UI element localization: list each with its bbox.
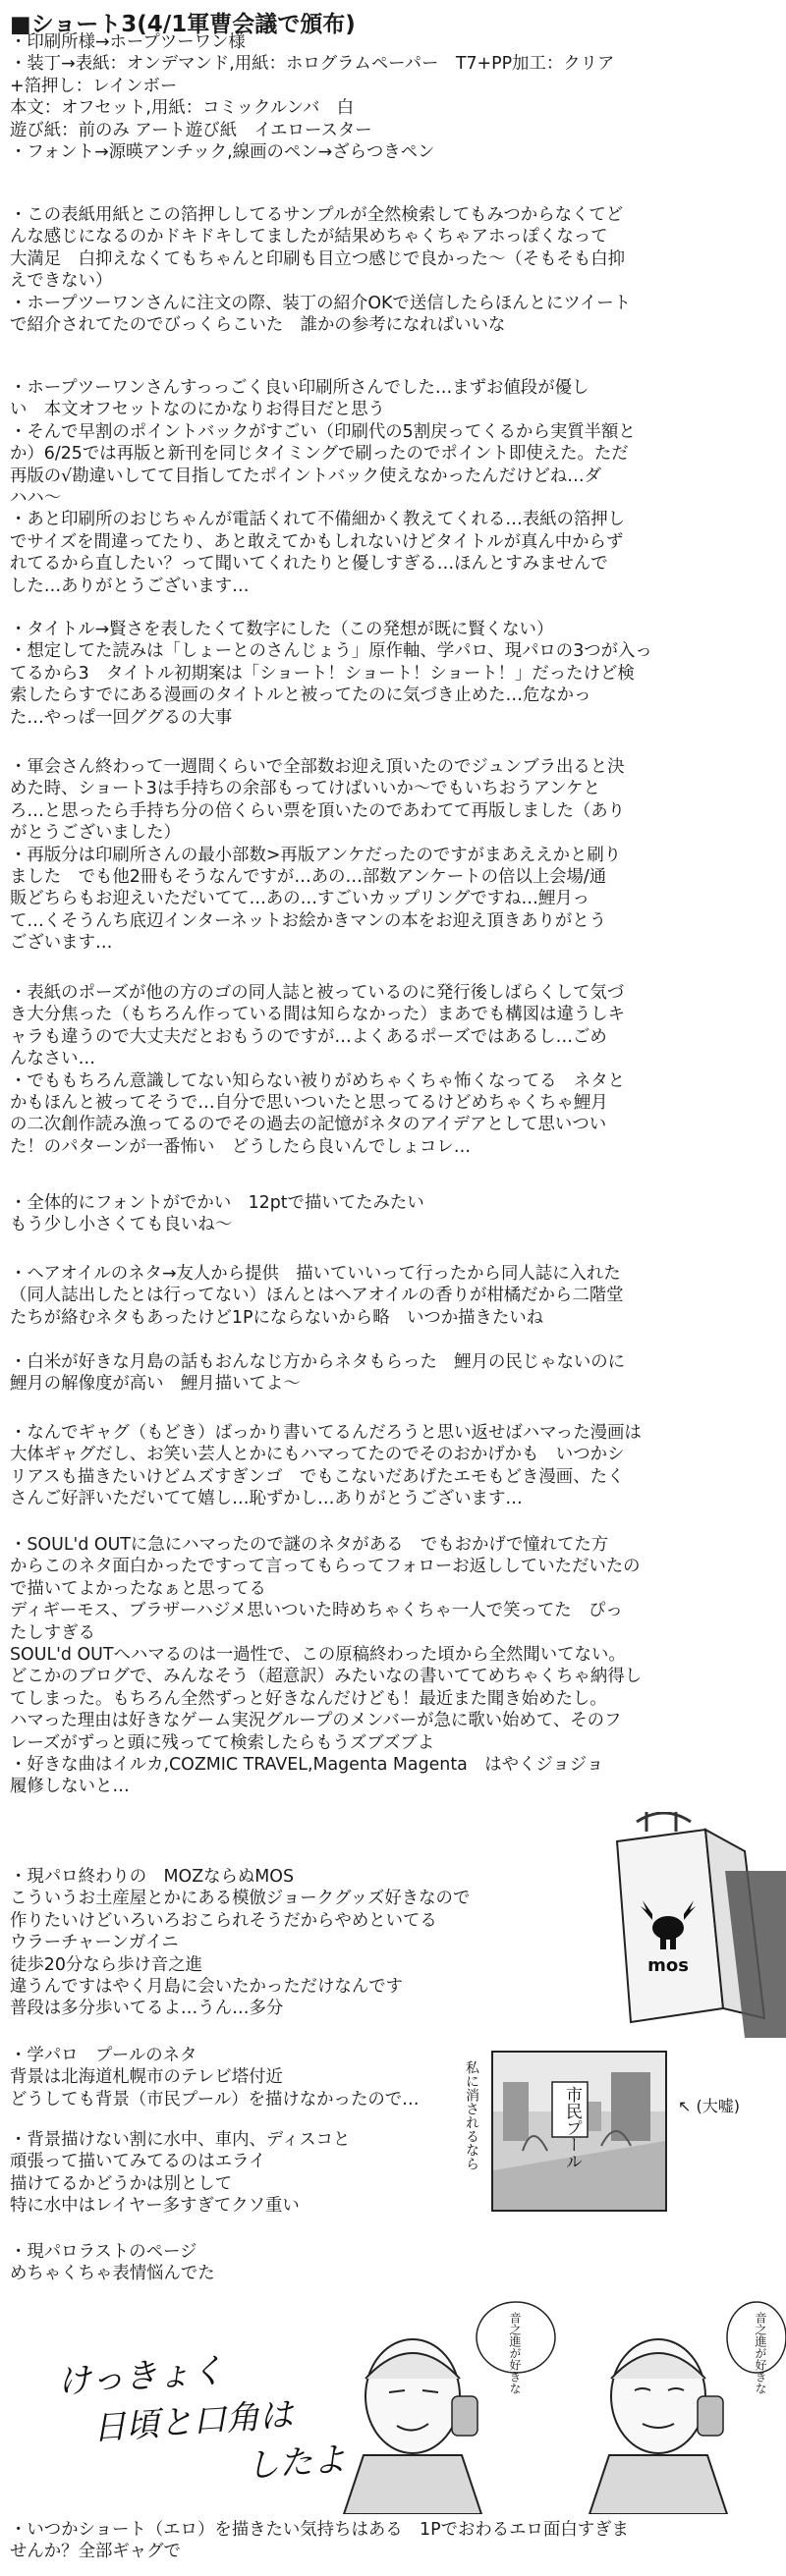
note-line: 背景は北海道札幌市のテレビ塔付近 <box>10 2067 283 2088</box>
note-line: 索したらすでにある漫画のタイトルと被ってたのに気づき止めた…危なかっ <box>10 685 591 706</box>
note-section <box>10 1263 624 1329</box>
note-line: か）6/25では再版と新刊を同じタイミングで刷ったのでポイント即使えた。ただ <box>10 444 629 465</box>
note-line: たちが絡むネタもあったけど1Pにならないから略 いつか描きたいね <box>10 1307 544 1328</box>
note-line: ・現パロラストのページ <box>10 2242 197 2262</box>
note-line: 違うんですはやく月島に会いたかっただけなんです <box>10 1977 403 1998</box>
note-line: で紹介されてたのでびっくらこいた 誰かの参考になればいいな <box>10 315 506 336</box>
note-line: 普段は多分歩いてるよ…うん…多分 <box>10 1999 284 2019</box>
note-line: 遊び紙：前のみ アート遊び紙 イエロースター <box>10 120 372 140</box>
pool-speech-text: 私に消されるなら <box>464 2060 479 2170</box>
mos-bag-illustration <box>607 1812 786 2038</box>
note-line: ・ホープツーワンさんに注文の際、装丁の紹介OKで送信したらほんとにツイート <box>10 293 632 313</box>
note-line: SOUL'd OUTへハマるのは一過性で、この原稿終わった頃から全然聞いてない。 <box>10 1645 626 1666</box>
pool-sign-text: 市民プール <box>562 2086 582 2169</box>
note-section <box>10 1866 470 2020</box>
note-line: ・ヘアオイルのネタ→友人から提供 描いていいって行ったから同人誌に入れた <box>10 1264 621 1284</box>
note-line: ・SOUL'd OUTに急にハマったので謎のネタがある でもおかげで憧れてた方 <box>10 1535 609 1555</box>
note-line: ・なんでギャグ（もどき）ばっかり書いてるんだろうと思い返せばハマった漫画は <box>10 1423 642 1443</box>
note-line: て…くそうんち底辺インターネットお絵かきマンの本をお迎え頂きありがとう <box>10 910 607 931</box>
note-section <box>10 2129 350 2218</box>
note-line: ・白米が好きな月島の話もおんなじ方からネタもらった 鯉月の民じゃないのに <box>10 1352 626 1372</box>
note-line: ございます… <box>10 933 113 954</box>
note-line: き大分焦った（もちろん作っている間は知らなかった）まあでも構図は違うしキ <box>10 1005 626 1025</box>
note-line: たしすぎる <box>10 1622 95 1643</box>
left-arrow-icon: ↖ <box>678 2097 692 2115</box>
panel-speech-right: 音之進が好きな <box>754 2312 767 2394</box>
note-line: どこかのブログで、みんなそう（超意訳）みたいなの書いててめちゃくちゃ納得し <box>10 1667 643 1687</box>
note-line: 大満足 白抑えなくてもちゃんと印刷も目立つ感じで良かった〜（そもそも白抑 <box>10 248 626 269</box>
note-line: れてるから直したい？って聞いてくれたりと優しすぎる…ほんとすみませんで <box>10 554 608 575</box>
note-line: ・現パロ終わりの MOZならぬMOS <box>10 1867 295 1887</box>
note-line: ・フォント→源暎アンチック,線画のペン→ざらつきペン <box>10 142 435 163</box>
note-line: 頑張って描いてみてるのはエライ <box>10 2152 266 2172</box>
note-line: がとうございました） <box>10 823 181 844</box>
note-line: てるから3 タイトル初期案は「ショート！ショート！ショート！」だったけど検 <box>10 663 635 684</box>
note-section <box>10 1534 642 1798</box>
note-line: かもほんと被ってそうで…自分で思いついたと思ってるけどめちゃくちゃ鯉月 <box>10 1093 608 1114</box>
note-line: い 本文オフセットなのにかなりお得目だと思う <box>10 400 385 420</box>
note-line: 履修しないと… <box>10 1777 130 1797</box>
note-line: ディギーモス、ブラザーハジメ思いついた時めちゃくちゃ一人で笑ってた ぴっ <box>10 1601 623 1621</box>
note-line: めちゃくちゃ表情悩んでた <box>10 2264 215 2284</box>
note-line: リアスも描きたいけどムズすぎンゴ でもこないだあげたエモもどき漫画、たく <box>10 1466 625 1487</box>
note-line: ・でももちろん意識してない知らない被りがめちゃくちゃ怖くなってる ネタと <box>10 1070 626 1091</box>
note-line: した…ありがとうございます… <box>10 575 250 596</box>
note-line: こういうお土産屋とかにある模倣ジョークグッズ好きなので <box>10 1889 471 1909</box>
note-line: ・好きな曲はイルカ,COZMIC TRAVEL,Magenta Magenta はやくジョジョ <box>10 1755 604 1776</box>
note-line: +箔押し：レインボー <box>10 76 178 96</box>
note-line: もう少し小さくても良いね〜 <box>10 1215 233 1235</box>
note-line: レーズがずっと頭に残ってて検索したらもうズブズブよ <box>10 1732 435 1753</box>
note-line: めた時、ショート3は手持ちの余部もってけばいいか〜でもいちおうアンケと <box>10 779 600 799</box>
note-section <box>10 377 636 597</box>
note-line: ・背景描けない割に水中、車内、ディスコと <box>10 2130 351 2150</box>
note-section <box>10 2045 420 2110</box>
note-line: ろ…と思ったら手持ち分の倍くらい票を頂いたのであわてて再版しました（あり <box>10 800 626 821</box>
note-line: せんか？全部ギャグで <box>10 2542 181 2562</box>
note-line: 大体ギャグだし、お笑い芸人とかにもハマってたのでそのおかげかも いつかシ <box>10 1445 625 1465</box>
note-line: ・タイトル→賢さを表したくて数字にした（この発想が既に賢くない） <box>10 620 554 639</box>
page-title: ■ショート3(4/1軍曹会議で頒布) <box>10 12 356 37</box>
note-line: どうしても背景（市民プール）を描けなかったので… <box>10 2089 420 2110</box>
note-section <box>10 204 631 336</box>
note-line: さんご好評いただいてて嬉し…恥ずかし…ありがとうございます… <box>10 1489 523 1509</box>
note-line: ハマった理由は好きなゲーム実況グループのメンバーが急に歌い始めて、そのフ <box>10 1711 622 1731</box>
note-line: ・この表紙用紙とこの箔押ししてるサンプルが全然検索してもみつからなくてど <box>10 205 624 225</box>
note-section <box>10 982 625 1158</box>
note-line: ・再版分は印刷所さんの最小部数>再版アンケだったのですがまあええかと刷り <box>10 845 622 865</box>
note-line: ウラーチャーンガイニ <box>10 1933 179 1953</box>
note-section <box>10 1351 625 1396</box>
note-line: んな感じになるのかドキドキしてましたが結果めちゃくちゃアホっぽくなって <box>10 227 608 247</box>
note-section <box>10 31 614 163</box>
pool-arrow-note: ↖ (大嘘) <box>678 2097 740 2115</box>
expression-panels-illustration <box>324 2288 786 2514</box>
note-section <box>10 2241 215 2285</box>
note-line: ・ホープツーワンさんすっっごく良い印刷所さんでした…まずお値段が優し <box>10 378 590 398</box>
note-line: 徒歩20分なら歩け音之進 <box>10 1954 203 1975</box>
note-line: でサイズを間違ってたり、あと敢えてかもしれないけどタイトルが真ん中からず <box>10 531 624 552</box>
note-line: 作りたいけどいろいろおこられそうだからやめといてる <box>10 1910 437 1931</box>
note-line: 販どちらもお迎えいただいてて…あの…すごいカップリングですね…鯉月っ <box>10 889 590 909</box>
note-line: ・想定してた読みは「しょーとのさんじょう」原作軸、学パロ、現パロの3つが入っ <box>10 641 652 662</box>
note-line: んなさい… <box>10 1049 95 1069</box>
note-section <box>10 756 625 955</box>
note-line: の二次創作読み漁ってるのでその過去の記憶がネタのアイデアとして思いつい <box>10 1115 607 1135</box>
note-line: 描けてるかどうかは別として <box>10 2173 233 2194</box>
note-line: で描いてよかったなぁと思ってる <box>10 1578 266 1599</box>
note-line: ・あと印刷所のおじちゃんが電話くれて不備細かく教えてくれる…表紙の箔押し <box>10 510 626 530</box>
note-line: ・印刷所様→ホープツーワン様 <box>10 32 246 52</box>
note-section <box>10 1192 424 1236</box>
note-line: ・全体的にフォントがでかい 12ptで描いてたみたい <box>10 1193 424 1213</box>
handwritten-note-line1: けっきょく <box>56 2351 226 2402</box>
note-line: ・学パロ プールのネタ <box>10 2046 197 2065</box>
note-line: 鯉月の解像度が高い 鯉月描いてよ〜 <box>10 1374 301 1395</box>
note-line: ・いつかショート（エロ）を描きたい気持ちはある 1Pでおわるエロ面白すぎま <box>10 2520 629 2540</box>
note-line: た！のパターンが一番怖い どうしたら良いんでしょコレ… <box>10 1136 472 1157</box>
panel-speech-left: 音之進が好きな <box>508 2312 522 2394</box>
note-line: からこのネタ面白かったですって言ってもらってフォローお返ししていただいたの <box>10 1557 641 1577</box>
mos-bag-text: mos <box>647 1955 689 1976</box>
note-line: 本文：オフセット,用紙：コミックルンバ 白 <box>10 98 355 119</box>
note-line: ハハ〜 <box>10 488 62 509</box>
note-line: 再版の√勘違いしてて目指してたポイントバック使えなかったんだけどね…ダ <box>10 466 602 486</box>
note-line: ャラも違うので大丈夫だとおもうのですが…よくあるポーズではあるし…ごめ <box>10 1026 607 1047</box>
handwritten-note-line3: したよ <box>244 2439 348 2487</box>
note-line: ・表紙のポーズが他の方のゴの同人誌と被っているのに発行後しばらくして気づ <box>10 983 625 1003</box>
note-line: てしまった。もちろん全然ずっと好きなんだけども！最近また聞き始めたし。 <box>10 1688 607 1709</box>
note-line: ・装丁→表紙：オンデマンド,用紙：ホログラムペーパー T7+PP加工：クリア <box>10 54 615 75</box>
note-line: ・軍会さん終わって一週間くらいで全部数お迎え頂いたのでジュンブラ出ると決 <box>10 757 625 777</box>
pool-panel-illustration <box>491 2051 667 2212</box>
note-line: ・そんで早割のポイントバックがすごい（印刷代の5割戻ってくるから実質半額と <box>10 421 636 442</box>
note-line: えできない） <box>10 271 113 292</box>
note-line: ました でも他2冊もそうなんですが…あの…部数アンケートの倍以上会場/通 <box>10 867 607 888</box>
note-line: （同人誌出したとは行ってない）ほんとはヘアオイルの香りが柑橘だから二階堂 <box>10 1286 624 1306</box>
note-section <box>10 619 652 729</box>
note-line: た…やっぱ一回ググるの大事 <box>10 707 233 728</box>
handwritten-note-line2: 日頃と口角は <box>91 2394 295 2449</box>
note-section <box>10 2519 629 2563</box>
note-line: 特に水中はレイヤー多すぎてクソ重い <box>10 2196 300 2217</box>
note-section <box>10 1422 642 1510</box>
